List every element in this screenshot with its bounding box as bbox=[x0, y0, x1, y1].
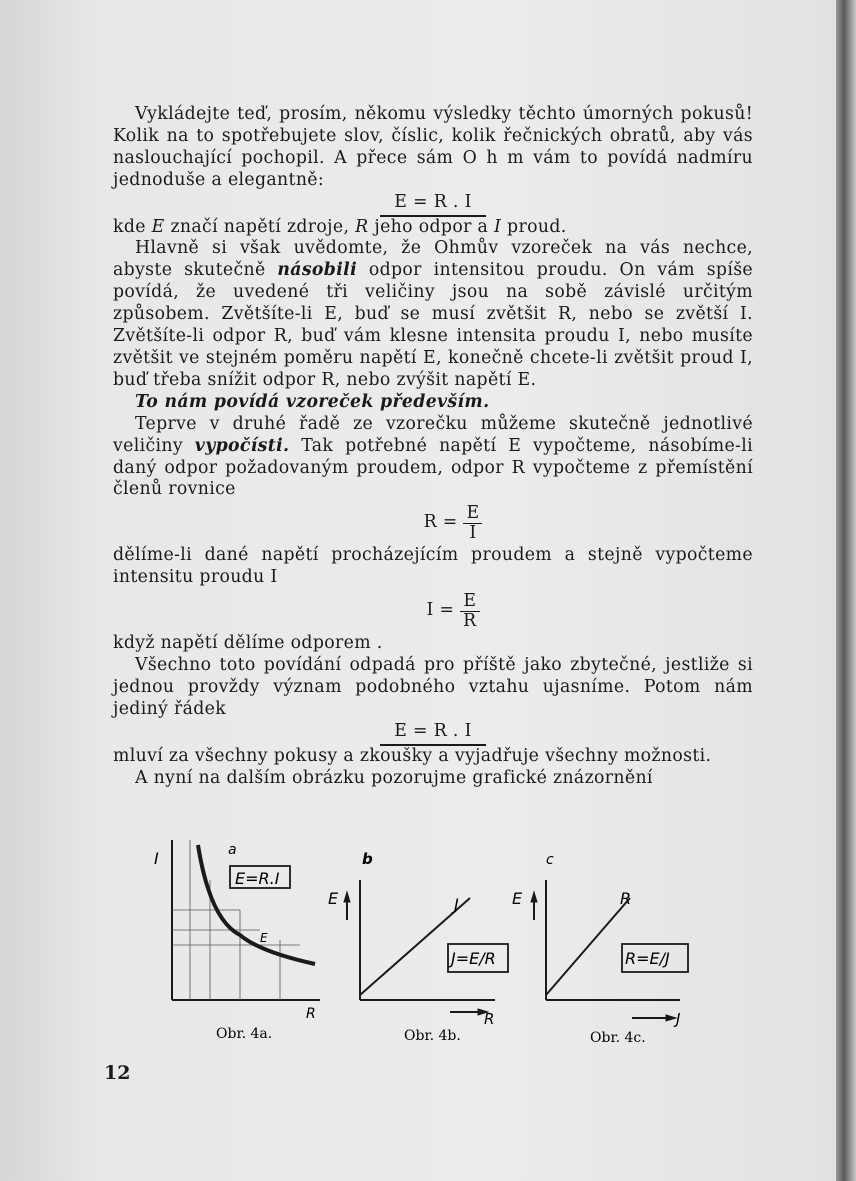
fig-c-letter: c bbox=[546, 852, 554, 868]
paragraph-4: To nám povídá vzoreček především. bbox=[135, 391, 490, 412]
paragraph-6: dělíme-li dané napětí procházejícím proudem a stejně vypočteme intensitu proudu I bbox=[113, 545, 753, 588]
fig-a-letter: a bbox=[228, 842, 237, 858]
paragraph-2: kde E značí napětí zdroje, R jeho odpor a I proud. bbox=[113, 216, 567, 237]
fig-b-box: J=E/R bbox=[451, 949, 496, 968]
fig-a-axis-y: I bbox=[154, 849, 159, 868]
formula-ohm-1: E = R . I bbox=[113, 192, 753, 217]
paragraph-9: mluví za všechny pokusy a zkoušky a vyjadřuje všechny možnosti. bbox=[113, 745, 712, 766]
formula-r: R = $\frac{E}{I}$ bbox=[153, 501, 753, 545]
fig-c-axis-x: J bbox=[676, 1010, 681, 1028]
fig-c-line-label: R bbox=[620, 889, 632, 908]
paragraph-7: když napětí dělíme odporem . bbox=[113, 633, 383, 654]
fig-c-box: R=E/J bbox=[625, 949, 670, 968]
paragraph-10: A nyní na dalším obrázku pozorujme grafické znázornění bbox=[135, 767, 653, 788]
figure-4b bbox=[344, 880, 508, 1015]
formula-i: I = $\frac{E}{R}$ bbox=[153, 589, 753, 633]
fig-a-axis-x: R bbox=[306, 1006, 316, 1022]
body-text bbox=[113, 104, 753, 789]
fig-a-curve-label: E bbox=[260, 931, 268, 945]
figures bbox=[150, 840, 710, 1050]
fig-a-box: E=R.I bbox=[235, 869, 280, 888]
paragraph-3: Hlavně si však uvědomte, že Ohmův vzoreček na vás nechce, abyste skutečně násobili odpor intensitou proudu. On vám spíše povídá, že uvedené tři veličiny jsou na sobě závislé určitým způsobem. Zvětšíte-li E, buď se musí zvětšit R, nebo se zvětší I. Zvětšíte-li odpor R, buď vám klesne intensita proudu I, nebo musíte zvětšit ve stejném poměru napětí E, konečně chcete-li zvětšit proud I, buď třeba snížit odpor R, nebo zvýšit napětí E. bbox=[113, 238, 753, 390]
fig-b-axis-y: E bbox=[328, 889, 339, 908]
paragraph-5: Teprve v druhé řadě ze vzorečku můžeme skutečně jednotlivé veličiny vypočísti. Tak potřebné napětí E vypočteme, násobíme-li daný odpor požadovaným proudem, odpor R vypočteme z přemístění členů rovnice bbox=[113, 413, 753, 500]
caption-4a: Obr. 4a. bbox=[216, 1026, 273, 1042]
fig-c-axis-y: E bbox=[512, 889, 523, 908]
figure-4a bbox=[172, 840, 320, 1000]
caption-4c: Obr. 4c. bbox=[590, 1030, 646, 1046]
paragraph-1: Vykládejte teď, prosím, někomu výsledky těchto úmorných pokusů! Kolik na to spotřebujete slov, číslic, kolik řečnických obratů, aby vás naslouchající pochopil. A přece sám O h m vám to povídá nadmíru jednoduše a elegantně: bbox=[113, 104, 753, 190]
fig-b-axis-x: R bbox=[484, 1010, 495, 1028]
book-spine bbox=[836, 0, 856, 1181]
fig-b-letter: b bbox=[362, 850, 373, 868]
fig-b-line-label: J bbox=[454, 895, 459, 914]
caption-4b: Obr. 4b. bbox=[404, 1028, 461, 1044]
paragraph-8: Všechno toto povídání odpadá pro příště jako zbytečné, jestliže si jednou provždy význam podobného vztahu ujasníme. Potom nám jediný řádek bbox=[113, 655, 753, 719]
formula-ohm-2: E = R . I bbox=[113, 721, 753, 746]
page-number: 12 bbox=[104, 1062, 131, 1084]
